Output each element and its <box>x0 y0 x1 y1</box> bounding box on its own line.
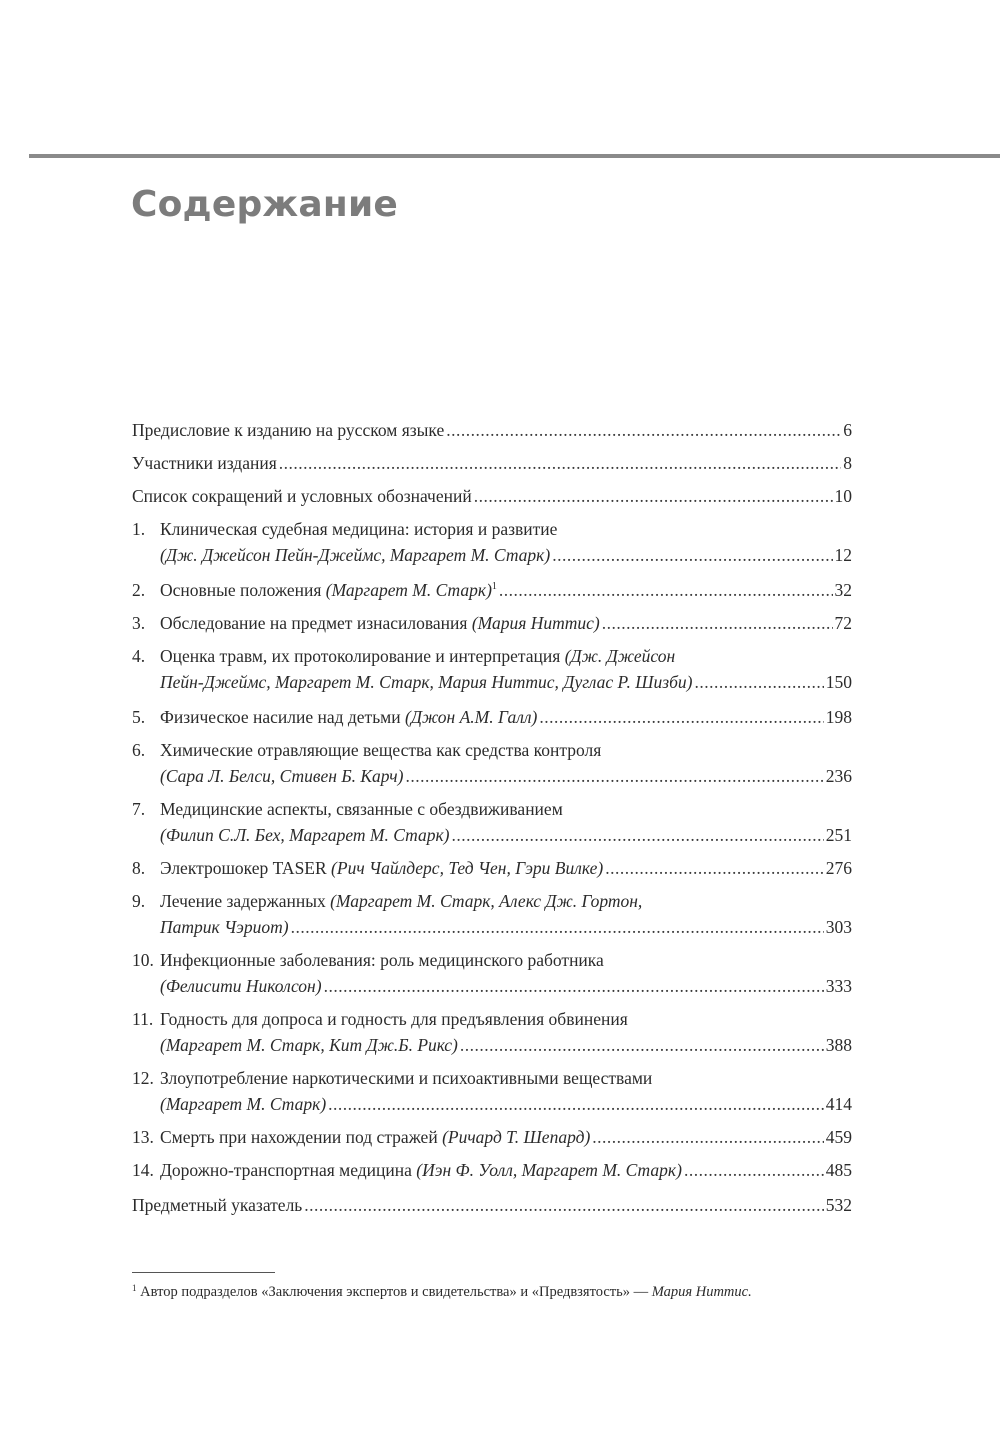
toc-entry-title: Физическое насилие над детьми <box>160 707 401 727</box>
toc-entry-chapter-9[interactable] <box>132 888 852 940</box>
toc-page-number: 303 <box>825 917 852 937</box>
dot-leader <box>539 704 823 730</box>
toc-entry-authors: (Мария Ниттис) <box>471 613 600 633</box>
chapter-number: 1. <box>132 519 146 539</box>
toc-entry-chapter-6[interactable] <box>132 737 852 789</box>
toc-page-number: 251 <box>825 825 852 845</box>
dot-leader <box>602 610 833 636</box>
toc-entry-chapter-12[interactable] <box>132 1065 852 1117</box>
toc-page-number: 8 <box>843 453 852 473</box>
toc-page-number: 150 <box>825 672 852 692</box>
toc-entry-subject-index[interactable] <box>132 1192 852 1218</box>
chapter-number: 6. <box>132 740 146 760</box>
toc-page-number: 10 <box>834 486 852 506</box>
toc-entry-title: Оценка травм, их протоколирование и интерпретация <box>160 646 561 666</box>
chapter-number: 11. <box>132 1009 154 1029</box>
toc-entry-authors: (Дж. Джейсон Пейн-Джеймс, Маргарет М. Старк) <box>160 545 551 565</box>
chapter-number: 14. <box>132 1160 154 1180</box>
chapter-number: 13. <box>132 1127 154 1147</box>
toc-entry-title: Лечение задержанных <box>160 891 326 911</box>
toc-page-number: 12 <box>834 545 852 565</box>
toc-entry-title: Годность для допроса и годность для предъявления обвинения <box>160 1009 628 1029</box>
toc-entry-authors: (Сара Л. Белси, Стивен Б. Карч) <box>160 766 404 786</box>
chapter-number: 8. <box>132 858 146 878</box>
toc-entry-chapter-4[interactable] <box>132 643 852 695</box>
footnote-author: Мария Ниттис. <box>651 1284 752 1300</box>
toc-entry-chapter-7[interactable] <box>132 796 852 848</box>
toc-entry-title: Обследование на предмет изнасилования <box>160 613 468 633</box>
toc-entry-chapter-1[interactable] <box>132 516 852 568</box>
dot-leader <box>446 417 841 443</box>
toc-entry-authors: (Дж. Джейсон <box>564 646 676 666</box>
footnote-text: Автор подразделов «Заключения экспертов и свидетельства» и «Предвзятость» — <box>140 1284 649 1300</box>
dot-leader <box>605 855 824 881</box>
toc-entry-title: Электрошокер TASER <box>160 858 327 878</box>
toc-entry-authors: (Ричард Т. Шепард) <box>442 1127 591 1147</box>
chapter-number: 10. <box>132 950 154 970</box>
toc-page-number: 276 <box>825 858 852 878</box>
chapter-number: 7. <box>132 799 146 819</box>
toc-entry-chapter-11[interactable] <box>132 1006 852 1058</box>
toc-entry-authors: (Иэн Ф. Уолл, Маргарет М. Старк) <box>416 1160 682 1180</box>
toc-entry-title: Клиническая судебная медицина: история и развитие <box>160 519 558 539</box>
chapter-number: 2. <box>132 580 146 600</box>
dot-leader <box>684 1157 824 1183</box>
toc-page-number: 388 <box>825 1035 852 1055</box>
chapter-number: 12. <box>132 1068 154 1088</box>
toc-entry-title: Химические отравляющие вещества как средства контроля <box>160 740 602 760</box>
toc-entry-chapter-3[interactable] <box>132 610 852 636</box>
toc-page-number: 532 <box>825 1195 852 1215</box>
toc-entry-title: Дорожно-транспортная медицина <box>160 1160 412 1180</box>
toc-entry-chapter-14[interactable] <box>132 1157 852 1183</box>
toc-entry-title: Смерть при нахождении под стражей <box>160 1127 438 1147</box>
dot-leader <box>279 450 841 476</box>
dot-leader <box>328 1091 824 1117</box>
dot-leader <box>324 973 824 999</box>
toc-entry-authors: Патрик Чэриот) <box>160 917 289 937</box>
toc-entry-authors: (Маргарет М. Старк) <box>325 580 492 600</box>
toc-page-number: 414 <box>825 1094 852 1114</box>
toc-page-number: 485 <box>825 1160 852 1180</box>
toc-entry-abbreviations[interactable] <box>132 483 852 509</box>
dot-leader <box>552 542 832 568</box>
toc-entry-authors: Пейн-Джеймс, Маргарет М. Старк, Мария Ниттис, Дуглас Р. Шизби) <box>160 672 693 692</box>
toc-entry-authors: (Фелисити Николсон) <box>160 976 322 996</box>
dot-leader <box>694 669 823 695</box>
footnote-marker: 1 <box>132 1283 137 1293</box>
toc-entry-authors: (Рич Чайлдерс, Тед Чен, Гэри Вилке) <box>331 858 604 878</box>
toc-page-number: 236 <box>825 766 852 786</box>
chapter-number: 3. <box>132 613 146 633</box>
toc-entry-authors: (Маргарет М. Старк, Кит Дж.Б. Рикс) <box>160 1035 458 1055</box>
dot-leader <box>291 914 824 940</box>
top-rule <box>29 154 1000 158</box>
dot-leader <box>460 1032 824 1058</box>
page-title: Содержание <box>131 184 399 225</box>
toc-entry-title: Злоупотребление наркотическими и психоактивными веществами <box>160 1068 653 1088</box>
chapter-number: 4. <box>132 646 146 666</box>
chapter-number: 9. <box>132 891 146 911</box>
toc-page-number: 32 <box>834 580 852 600</box>
footnote-separator <box>132 1272 275 1273</box>
toc-entry-authors: (Филип С.Л. Бех, Маргарет М. Старк) <box>160 825 450 845</box>
toc-entry-title: Основные положения <box>160 580 322 600</box>
toc-entry-title: Медицинские аспекты, связанные с обездвиживанием <box>160 799 563 819</box>
toc-entry-authors: (Джон А.М. Галл) <box>405 707 538 727</box>
table-of-contents <box>132 417 852 1218</box>
toc-entry-title: Инфекционные заболевания: роль медицинского работника <box>160 950 604 970</box>
dot-leader <box>592 1124 823 1150</box>
chapter-number: 5. <box>132 707 146 727</box>
toc-entry-chapter-10[interactable] <box>132 947 852 999</box>
toc-page-number: 333 <box>825 976 852 996</box>
toc-entry-authors: (Маргарет М. Старк) <box>160 1094 327 1114</box>
dot-leader <box>499 577 833 603</box>
toc-entry-title: Участники издания <box>132 453 277 473</box>
toc-entry-chapter-2[interactable] <box>132 577 852 603</box>
toc-entry-contributors[interactable] <box>132 450 852 476</box>
dot-leader <box>405 763 823 789</box>
dot-leader <box>452 822 824 848</box>
footnote <box>132 1282 872 1302</box>
toc-entry-chapter-5[interactable] <box>132 704 852 730</box>
toc-entry-title: Предметный указатель <box>132 1195 303 1215</box>
toc-entry-chapter-13[interactable] <box>132 1124 852 1150</box>
toc-page-number: 6 <box>843 420 852 440</box>
toc-entry-chapter-8[interactable] <box>132 855 852 881</box>
dot-leader <box>474 483 833 509</box>
toc-entry-authors: (Маргарет М. Старк, Алекс Дж. Гортон, <box>330 891 643 911</box>
toc-page-number: 198 <box>825 707 852 727</box>
toc-page-number: 72 <box>834 613 852 633</box>
toc-entry-title: Список сокращений и условных обозначений <box>132 486 472 506</box>
dot-leader <box>304 1192 823 1218</box>
footnote-reference[interactable]: 1 <box>491 581 497 592</box>
toc-entry-preface[interactable] <box>132 417 852 443</box>
toc-entry-title: Предисловие к изданию на русском языке <box>132 420 445 440</box>
toc-page-number: 459 <box>825 1127 852 1147</box>
